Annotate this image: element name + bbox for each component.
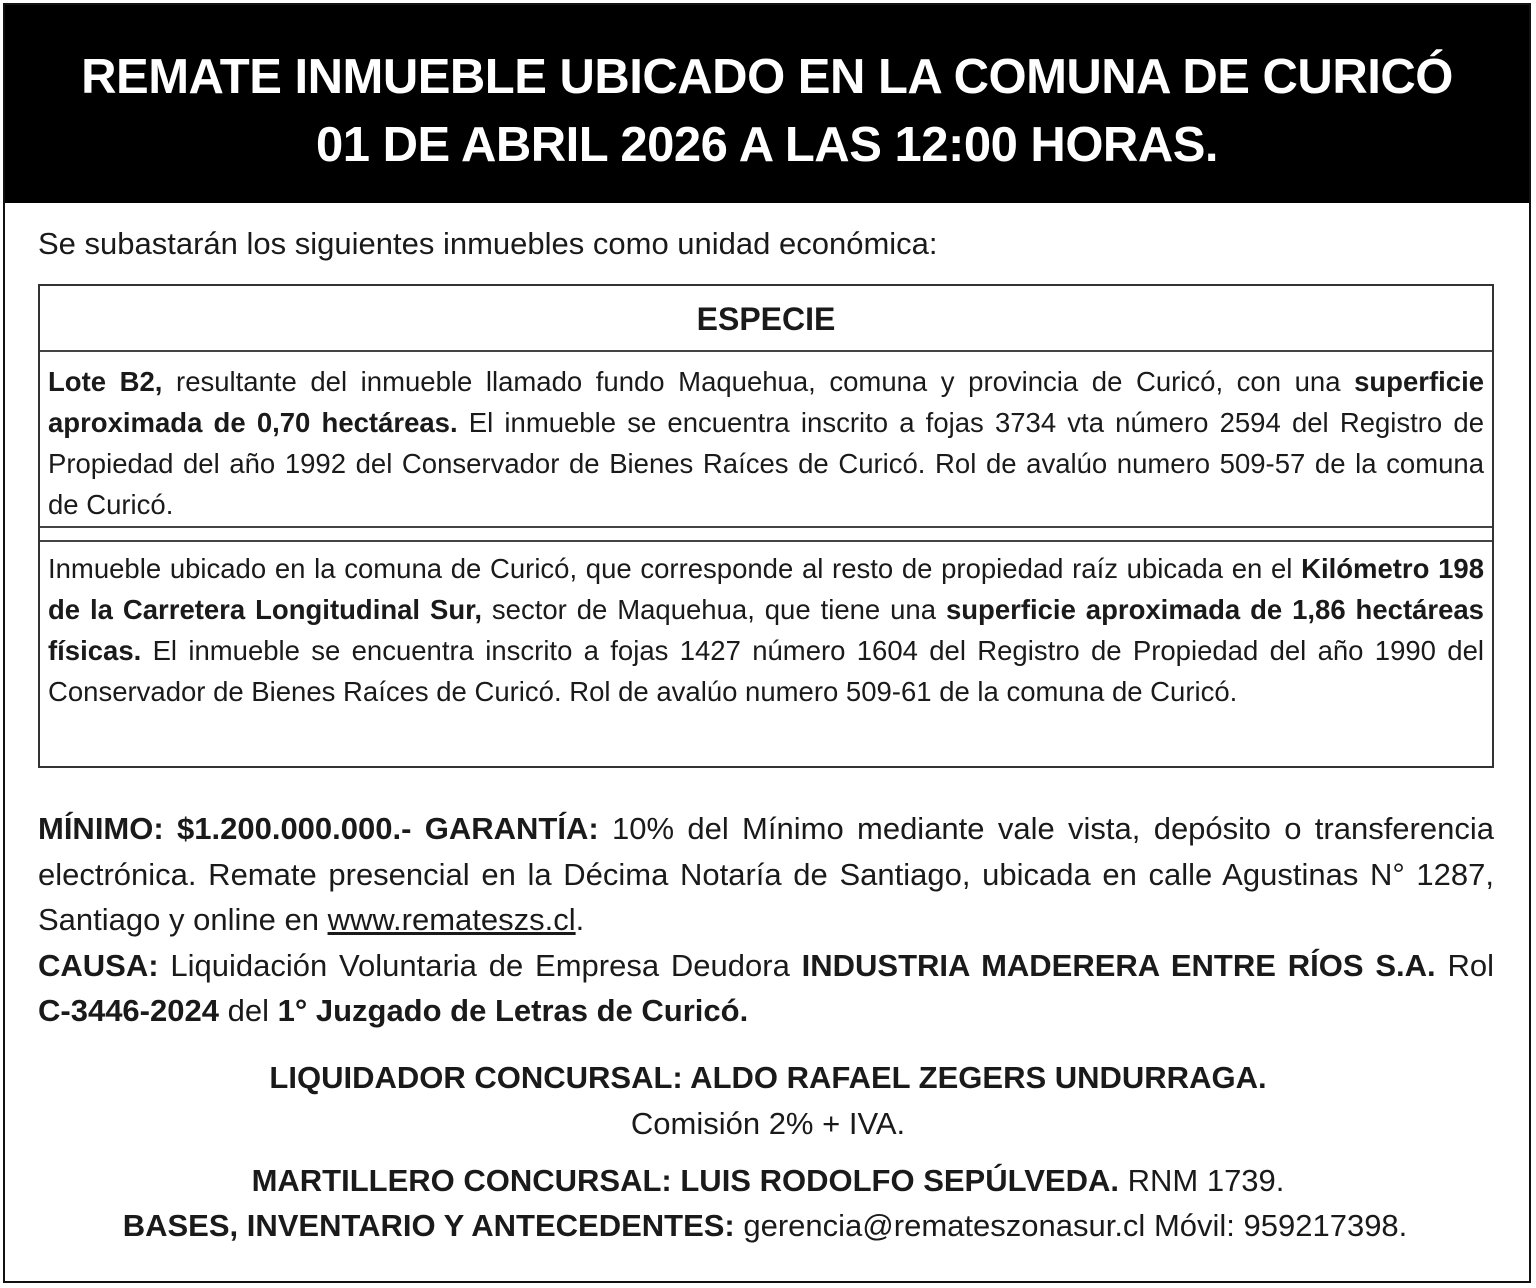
rnm-text: RNM 1739. — [1119, 1163, 1285, 1198]
causa-label: CAUSA: — [38, 947, 159, 983]
table-header: ESPECIE — [40, 286, 1492, 352]
especie-table — [38, 284, 1494, 768]
minimo-label: MÍNIMO: $1.200.000.000.- — [38, 811, 412, 846]
causa-text: Liquidación Voluntaria de Empresa Deudora — [158, 947, 802, 983]
contact-movil: Móvil: 959217398. — [1145, 1208, 1408, 1243]
website-link[interactable]: www.remateszs.cl — [327, 902, 576, 937]
header-date: 01 DE ABRIL 2026 A LAS 12:00 HORAS. — [315, 118, 1218, 172]
liquidador-line: LIQUIDADOR CONCURSAL: ALDO RAFAEL ZEGERS UNDURRAGA. — [269, 1060, 1267, 1095]
row2-kilometro: Kilómetro 198 de la Carretera Longitudinal Sur, — [48, 553, 1484, 625]
row2-text-a: Inmueble ubicado en la comuna de Curicó, que corresponde al resto de propiedad raíz ubicada en el — [48, 553, 1302, 584]
conditions-paragraph — [38, 806, 1494, 1034]
juzgado-name: 1° Juzgado de Letras de Curicó. — [277, 993, 749, 1028]
empresa-name: INDUSTRIA MADERERA ENTRE RÍOS S.A. — [801, 947, 1436, 983]
table-row-inmueble-km198 — [40, 540, 1492, 712]
row2-text-b: sector de Maquehua, que tiene una — [481, 594, 946, 625]
rol-number: C-3446-2024 — [38, 993, 219, 1028]
garantia-label: GARANTÍA: — [411, 811, 599, 846]
row2-text-c: El inmueble se encuentra inscrito a fojas 1427 número 1604 del Registro de Propiedad del año 1990 del Conservador de Bienes Raíces de Curicó. Rol de avalúo numero 509-61 de la comuna de Curicó. — [48, 635, 1484, 707]
comision-line: Comisión 2% + IVA. — [630, 1106, 906, 1141]
intro-text: Se subastarán los siguientes inmuebles como unidad económica: — [38, 226, 938, 261]
martillero-label: MARTILLERO CONCURSAL: LUIS RODOLFO SEPÚLVEDA. — [251, 1163, 1119, 1198]
rol-text: Rol — [1435, 947, 1494, 983]
lote-label: Lote B2, — [48, 366, 163, 397]
row1-superficie: superficie aproximada de 0,70 hectáreas. — [48, 366, 1485, 438]
del-text: del — [218, 993, 278, 1028]
contact-email[interactable]: gerencia@remateszonasur.cl — [734, 1208, 1146, 1243]
row1-text-a: resultante del inmueble llamado fundo Maquehua, comuna y provincia de Curicó, con una — [162, 366, 1355, 397]
garantia-text: 10% del Mínimo mediante vale vista, depósito o transferencia electrónica. Remate presencial en la Décima Notaría de Santiago, ubicada en calle Agustinas N° 1287, Santiago y online en — [38, 811, 1494, 937]
row2-superficie: superficie aproximada de 1,86 hectáreas físicas. — [48, 594, 1484, 666]
bases-line — [38, 1208, 1492, 1244]
row1-text-b: El inmueble se encuentra inscrito a fojas 3734 vta número 2594 del Registro de Propiedad del año 1992 del Conservador de Bienes Raíces de Curicó. Rol de avalúo numero 509-57 de la comuna de Curicó. — [48, 407, 1485, 520]
url-period: . — [575, 902, 585, 937]
table-row-lote-b2 — [40, 352, 1492, 528]
bases-label: BASES, INVENTARIO Y ANTECEDENTES: — [122, 1208, 735, 1243]
martillero-line — [0, 1163, 1536, 1199]
header-title: REMATE INMUEBLE UBICADO EN LA COMUNA DE CURICÓ — [81, 50, 1453, 104]
notice-header — [5, 5, 1529, 203]
